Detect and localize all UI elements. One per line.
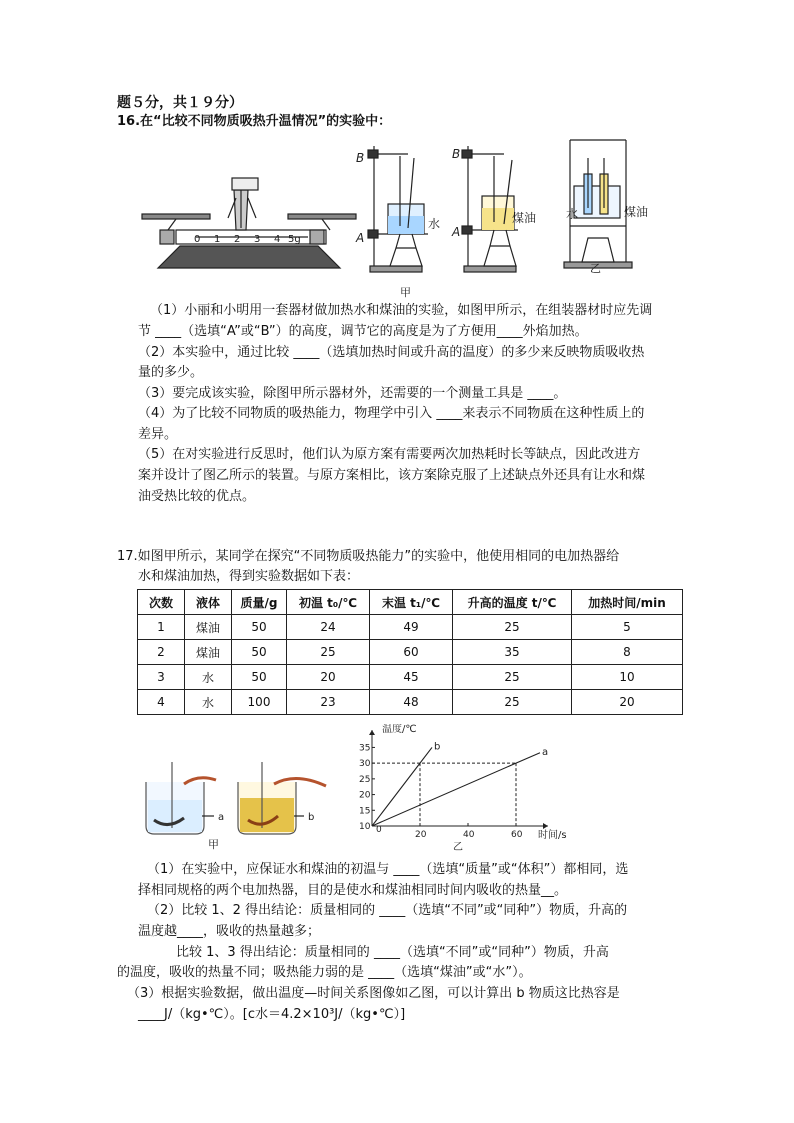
table-cell: 49 [370,615,453,640]
scale-tick-2: 2 [234,234,241,245]
section-header: 题５分，共１９分） [117,95,243,111]
table-cell: 水 [185,665,232,690]
table-row [138,665,683,690]
table-cell: 50 [232,665,287,690]
label-water-yi: 水 [566,207,579,221]
scale-tick-4: 4 [274,234,281,245]
table-header-row [138,590,683,615]
scale-tick-5: 5g [288,234,301,245]
q16-line-5: （3）要完成该实验，除图甲所示器材外，还需要的一个测量工具是 ____。 [138,386,567,401]
series-label-b: b [434,741,441,753]
q17-line-8: ____J/（kg•℃）。[c水＝4.2×10³J/（kg•℃）] [138,1007,406,1022]
q17-line-4: 温度越____，吸收的热量越多； [138,924,321,939]
label-water: 水 [428,217,441,231]
q17-line-6: 的温度，吸收的热量不同；吸热能力弱的是 ____（选填“煤油”或“水”）。 [117,965,532,980]
table-row [138,690,683,715]
table-header: 升高的温度 t/℃ [453,590,572,615]
table-cell: 45 [370,665,453,690]
y-tick-label: 10 [359,822,371,832]
y-tick-label: 35 [359,743,371,754]
table-cell: 48 [370,690,453,715]
scale-tick-3: 3 [254,234,261,245]
label-yi: 乙 [590,262,601,275]
q16-figure [138,138,658,300]
table-cell: 100 [232,690,287,715]
table-cell: 10 [572,665,683,690]
q17-chart [350,724,570,854]
q17-line-3: （2）比较 1、2 得出结论：质量相同的 ____（选填“不同”或“同种”）物质，升高的 [147,903,628,918]
label-jia-17: 甲 [208,838,219,850]
label-B1: B [356,151,365,165]
x-tick-label: 40 [463,830,475,840]
label-jia: 甲 [400,286,411,299]
table-cell: 煤油 [185,615,232,640]
q16-title: 16.在“比较不同物质吸热升温情况”的实验中： [117,114,392,129]
chart-caption-yi: 乙 [453,842,463,853]
q16-line-3: （2）本实验中，通过比较 ____（选填加热时间或升高的温度）的多少来反映物质吸收热 [138,345,645,360]
table-header: 加热时间/min [572,590,683,615]
table-cell: 1 [138,615,185,640]
table-header: 末温 t₁/℃ [370,590,453,615]
table-cell: 24 [287,615,370,640]
x-tick-label: 20 [415,830,427,840]
label-a-jia: a [218,812,225,823]
chart-axes [369,730,548,829]
q16-line-2: 节 ____（选填“A”或“B”）的高度，调节它的高度是为了方便用____外焰加热。 [138,324,588,339]
y-tick-label: 15 [359,806,371,817]
table-cell: 25 [453,615,572,640]
table-cell: 煤油 [185,640,232,665]
q17-line-5: 比较 1、3 得出结论：质量相同的 ____（选填“不同”或“同种”）物质，升高 [176,945,609,960]
q17-line-1: （1）在实验中，应保证水和煤油的初温与 ____（选填“质量”或“体积”）都相同，选 [147,862,629,877]
q17-line-2: 择相同规格的两个电加热器，目的是使水和煤油相同时间内吸收的热量__。 [138,883,568,898]
y-tick-label: 20 [359,790,371,801]
q17-line-7: （3）根据实验数据，做出温度—时间关系图像如乙图，可以计算出 b 物质这比热容是 [127,986,620,1001]
table-cell: 25 [453,690,572,715]
label-A1: A [356,231,365,245]
table-cell: 20 [572,690,683,715]
y-tick-label: 25 [359,774,371,785]
x-tick-label: 60 [511,830,523,840]
data-table [137,589,683,715]
y-axis-arrow [369,730,375,735]
q16-line-4: 量的多少。 [138,365,204,380]
table-cell: 水 [185,690,232,715]
chart-ylabel: 温度/℃ [382,724,417,735]
q16-line-7: 差异。 [138,427,178,442]
series-line-a [372,753,540,826]
table-cell: 8 [572,640,683,665]
q17-title-line2: 水和煤油加热，得到实验数据如下表： [138,569,360,584]
table-cell: 20 [287,665,370,690]
scale-tick-1: 1 [214,234,221,245]
label-b-jia: b [308,812,315,823]
table-header: 质量/g [232,590,287,615]
table-cell: 3 [138,665,185,690]
table-cell: 35 [453,640,572,665]
series-line-b [372,747,432,826]
chart-origin-label: 0 [376,825,382,835]
table-header: 次数 [138,590,185,615]
label-B2: B [452,147,461,161]
table-cell: 60 [370,640,453,665]
table-cell: 25 [287,640,370,665]
label-oil: 煤油 [512,211,537,225]
chart-lines [372,741,548,826]
y-tick-label: 30 [359,759,371,770]
table-row [138,615,683,640]
series-label-a: a [542,746,549,758]
table-cell: 2 [138,640,185,665]
table-header: 初温 t₀/℃ [287,590,370,615]
table-row [138,640,683,665]
table-cell: 5 [572,615,683,640]
chart-xlabel: 时间/s [538,830,567,841]
q17-figure-jia [138,760,338,850]
q16-line-8: （5）在对实验进行反思时，他们认为原方案有需要两次加热耗时长等缺点，因此改进方 [138,447,641,462]
table-header: 液体 [185,590,232,615]
table-cell: 50 [232,640,287,665]
q16-line-6: （4）为了比较不同物质的吸热能力，物理学中引入 ____来表示不同物质在这种性质上的 [138,406,645,421]
scale-tick-0: 0 [194,234,201,245]
label-A2: A [452,225,461,239]
table-cell: 25 [453,665,572,690]
stand-yi [564,140,632,268]
q16-line-9: 案并设计了图乙所示的装置。与原方案相比，该方案除克服了上述缺点外还具有让水和煤 [138,468,646,483]
q16-line-10: 油受热比较的优点。 [138,489,256,504]
stand-water [368,146,428,272]
q17-title-line1: 17.如图甲所示，某同学在探究“不同物质吸热能力”的实验中，他使用相同的电加热器给 [117,549,620,564]
label-oil-yi: 煤油 [624,205,649,219]
table-cell: 4 [138,690,185,715]
table-cell: 23 [287,690,370,715]
stand-oil [462,146,518,272]
q16-line-1: （1）小丽和小明用一套器材做加热水和煤油的实验，如图甲所示，在组装器材时应先调 [150,303,653,318]
balance-scale [142,178,356,268]
x-axis-arrow [543,823,548,829]
table-cell: 50 [232,615,287,640]
